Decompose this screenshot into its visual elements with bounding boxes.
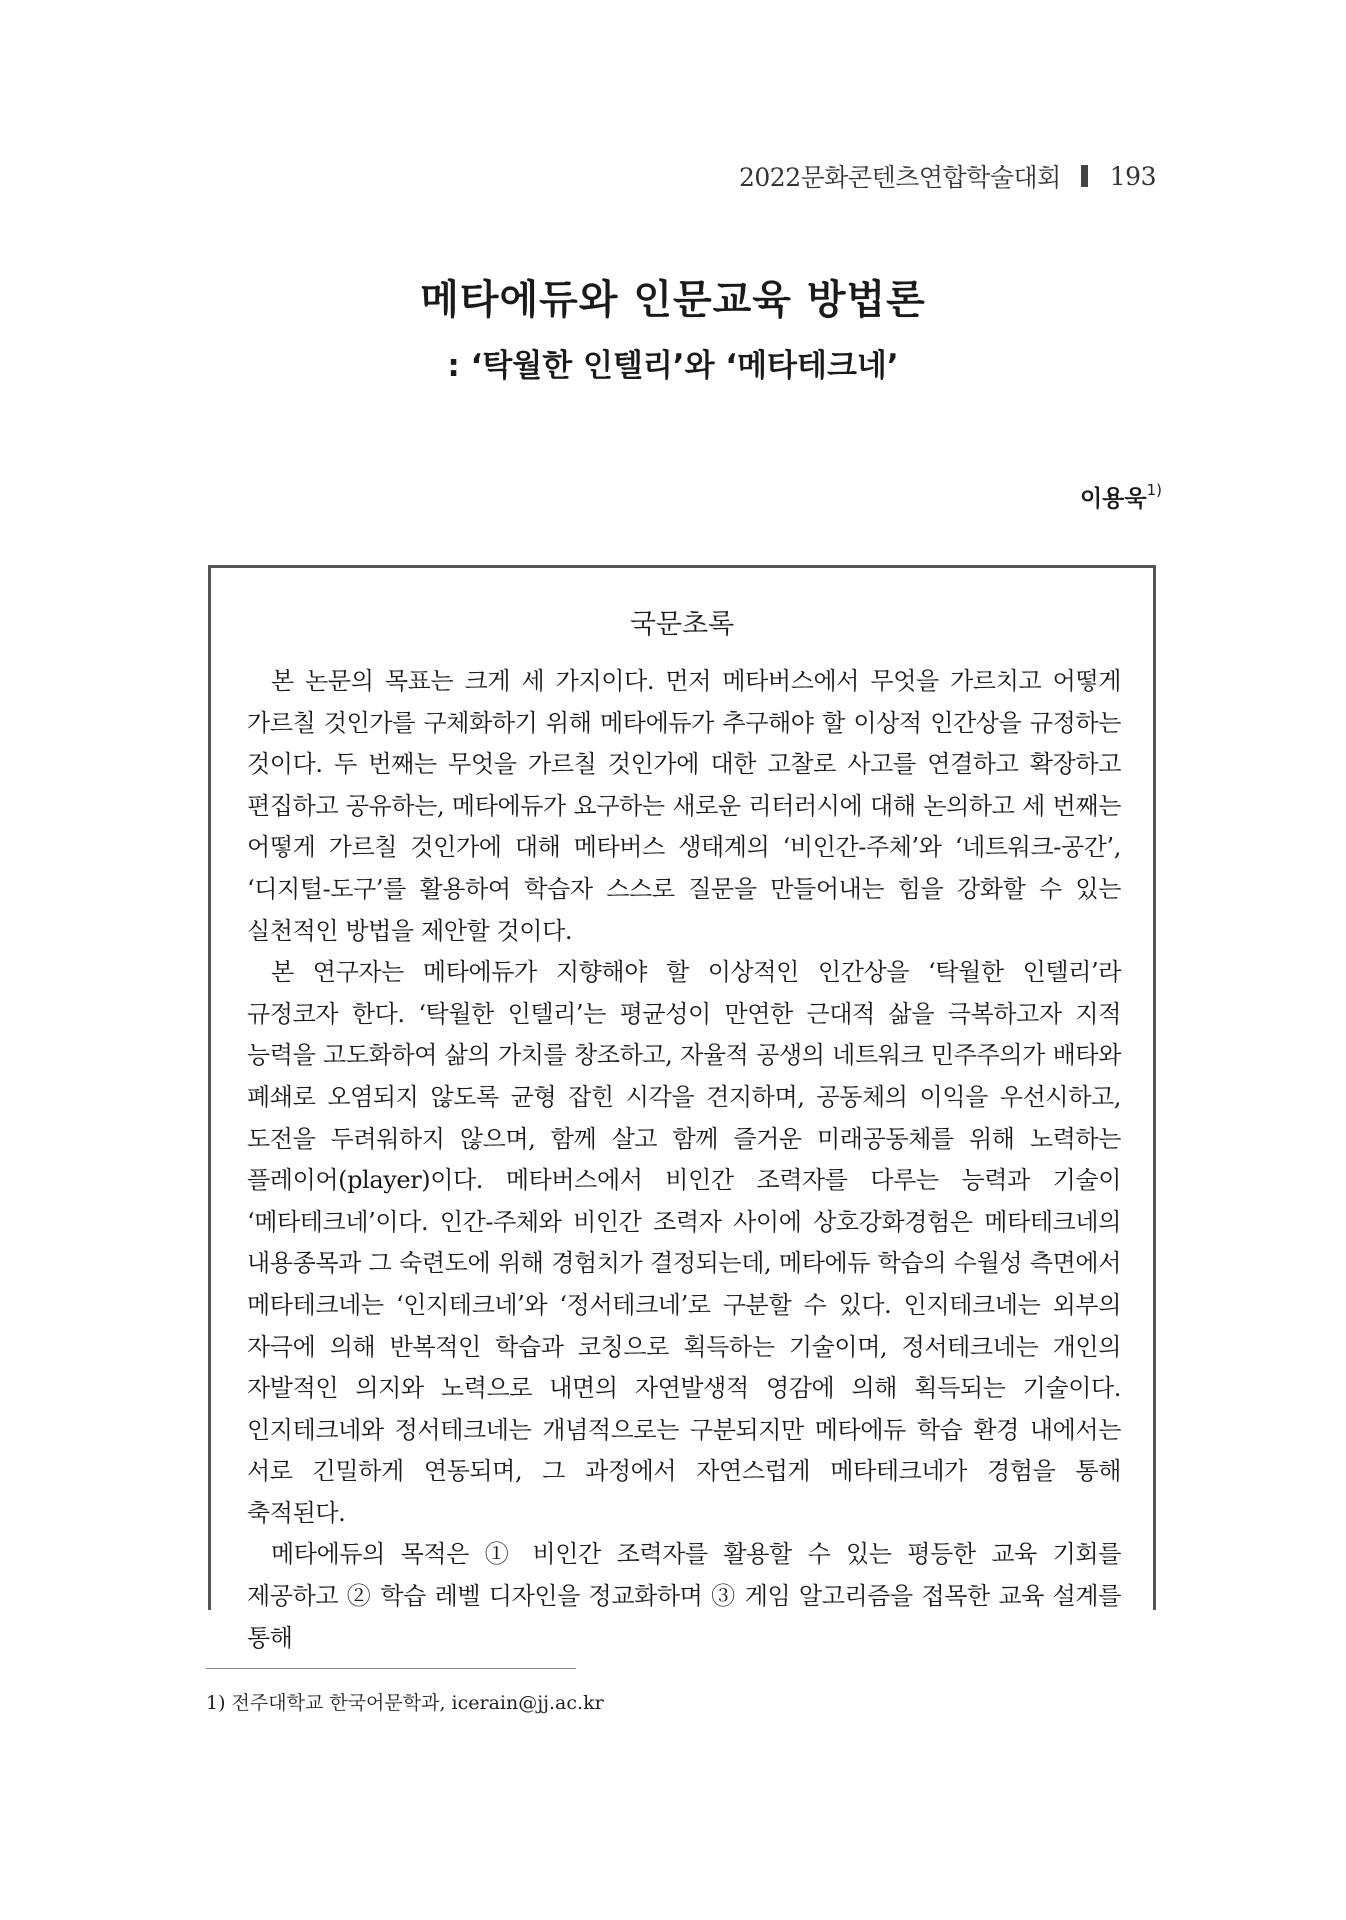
author-footnote-mark: 1) xyxy=(1146,481,1162,500)
author-line xyxy=(1080,480,1162,513)
header-separator xyxy=(1081,165,1088,187)
abstract-paragraph: 본 논문의 목표는 크게 세 가지이다. 먼저 메타버스에서 무엇을 가르치고 어떻게 가르칠 것인가를 구체화하기 위해 메타에듀가 추구해야 할 이상적 인간상을 규정하는 것이다. 두 번째는 무엇을 가르칠 것인가에 대한 고찰로 사고를 연결하고 확장하고 편집하고 공유하는, 메타에듀가 요구하는 새로운 리터러시에 대해 논의하고 세 번째는 어떻게 가르칠 것인가에 대해 메타버스 생태계의 ‘비인간-주체’와 ‘네트워크-공간’, ‘디지털-도구’를 활용하여 학습자 스스로 질문을 만들어내는 힘을 강화할 수 있는 실천적인 방법을 제안할 것이다. xyxy=(247,667,1121,945)
paper-subtitle: : ‘탁월한 인텔리’와 ‘메타테크네’ xyxy=(447,348,899,384)
page-number: 193 xyxy=(1109,161,1156,191)
abstract-paragraph: 메타에듀의 목적은 ① 비인간 조력자를 활용할 수 있는 평등한 교육 기회를 제공하고 ② 학습 레벨 디자인을 정교화하며 ③ 게임 알고리즘을 접목한 교육 설계를 통해 xyxy=(247,1540,1121,1652)
running-header xyxy=(739,158,1156,194)
footnote: 1) 전주대학교 한국어문학과, icerain@jj.ac.kr xyxy=(206,1692,604,1714)
abstract-heading: 국문초록 xyxy=(629,609,735,640)
conference-name: 2022문화콘텐츠연합학술대회 xyxy=(739,163,1061,192)
abstract-paragraph: 본 연구자는 메타에듀가 지향해야 할 이상적인 인간상을 ‘탁월한 인텔리’라 규정코자 한다. ‘탁월한 인텔리’는 평균성이 만연한 근대적 삶을 극복하고자 지적 능력을 고도화하여 삶의 가치를 창조하고, 자율적 공생의 네트워크 민주주의가 배타와 폐쇄로 오염되지 않도록 균형 잡힌 시각을 견지하며, 공동체의 이익을 우선시하고, 도전을 두려워하지 않으며, 함께 살고 함께 즐거운 미래공동체를 위해 노력하는 플레이어(player)이다. 메타버스에서 비인간 조력자를 다루는 능력과 기술이 ‘메타테크네’이다. 인간-주체와 비인간 조력자 사이에 상호강화경험은 메타테크네의 내용종목과 그 숙련도에 위해 경험치가 결정되는데, 메타에듀 학습의 수월성 측면에서 메타테크네는 ‘인지테크네’와 ‘정서테크네’로 구분할 수 있다. 인지테크네는 외부의 자극에 의해 반복적인 학습과 코칭으로 획득하는 기술이며, 정서테크네는 개인의 자발적인 의지와 노력으로 내면의 자연발생적 영감에 의해 획득되는 기술이다. 인지테크네와 정서테크네는 개념적으로는 구분되지만 메타에듀 학습 환경 내에서는 서로 긴밀하게 연동되며, 그 과정에서 자연스럽게 메타테크네가 경험을 통해 축적된다. xyxy=(247,958,1121,1527)
footnote-divider xyxy=(206,1668,576,1669)
paper-title: 메타에듀와 인문교육 방법론 xyxy=(420,277,926,323)
abstract-body xyxy=(211,661,1153,1659)
abstract-box xyxy=(208,565,1156,1652)
author-name: 이용욱 xyxy=(1079,486,1147,512)
